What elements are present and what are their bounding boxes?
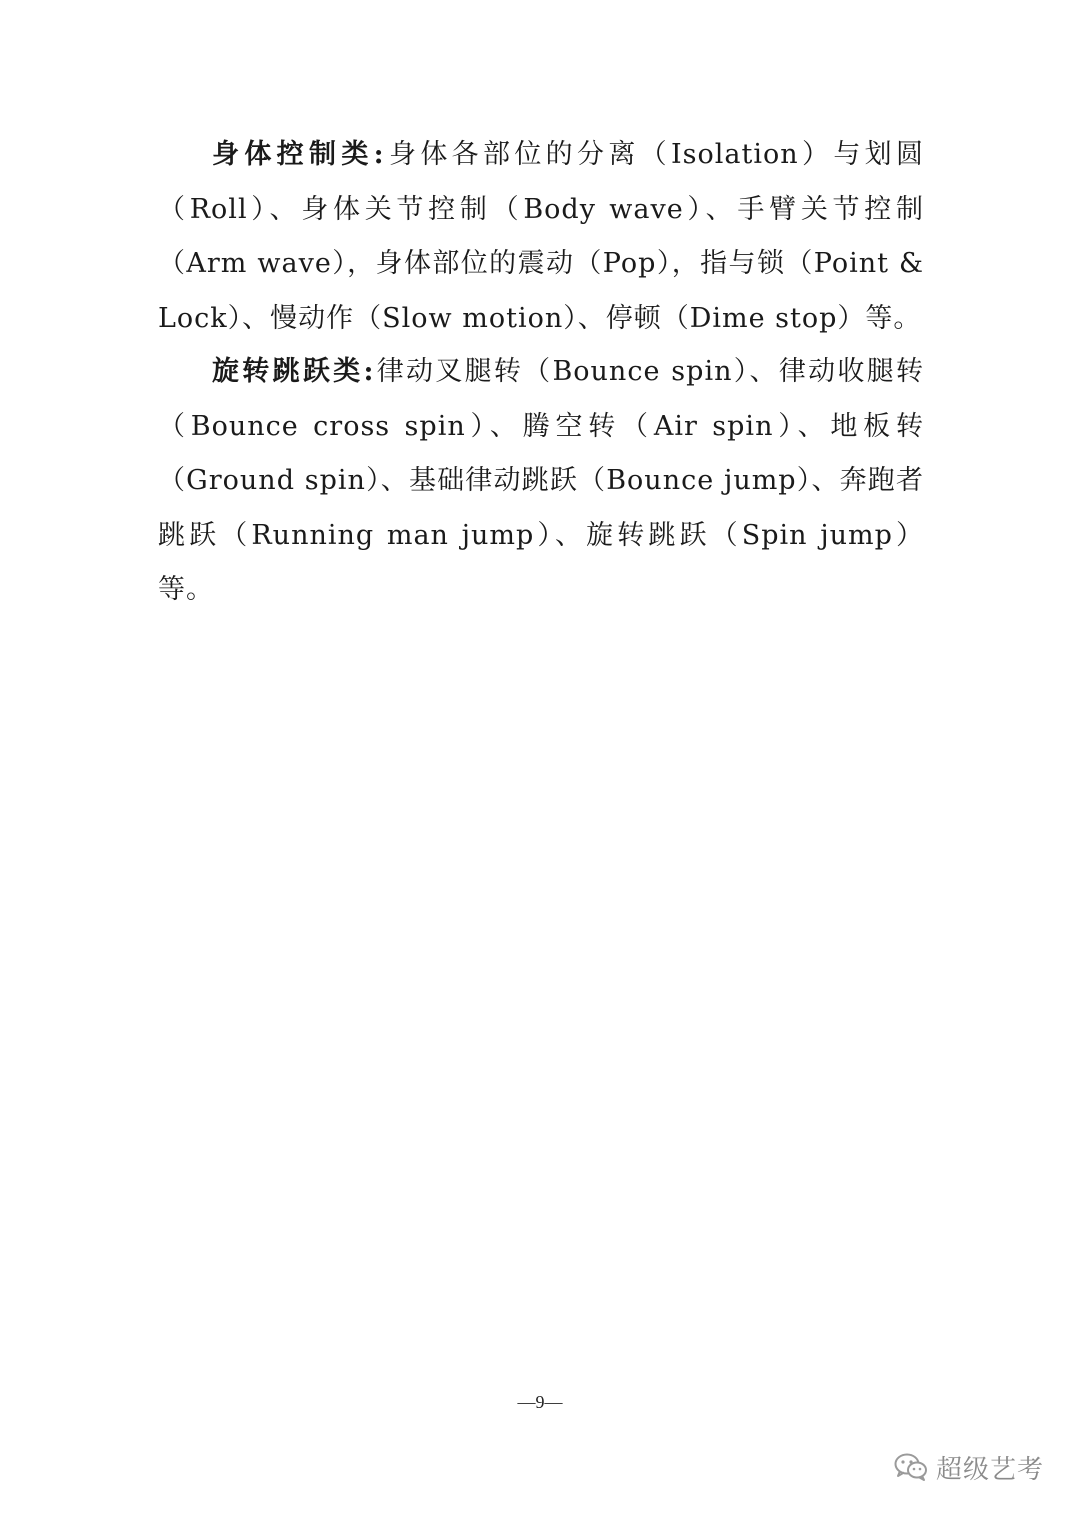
wechat-icon [894,1452,928,1482]
watermark-text: 超级艺考 [935,1454,1044,1485]
paragraph-lead: 身体控制类: [212,139,386,170]
paragraph-body-control [158,128,924,346]
paragraph-spin-jump [158,345,924,618]
paragraph-body: 律动叉腿转（Bounce spin）、律动收腿转（Bounce cross spin）、腾空转（Air spin）、地板转（Ground spin）、基础律动跳跃（Bounce jump）、奔跑者跳跃（Running man jump）、旋转跳跃（Spin jump）等。 [158,356,924,605]
watermark [894,1447,1044,1487]
paragraph-lead: 旋转跳跃类: [212,356,376,387]
page-number: —9— [517,1392,563,1412]
paragraph-body: 身体各部位的分离（Isolation）与划圆（Roll）、身体关节控制（Body wave）、手臂关节控制（Arm wave），身体部位的震动（Pop），指与锁（Point & Lock）、慢动作（Slow motion）、停顿（Dime stop）等。 [158,139,925,334]
